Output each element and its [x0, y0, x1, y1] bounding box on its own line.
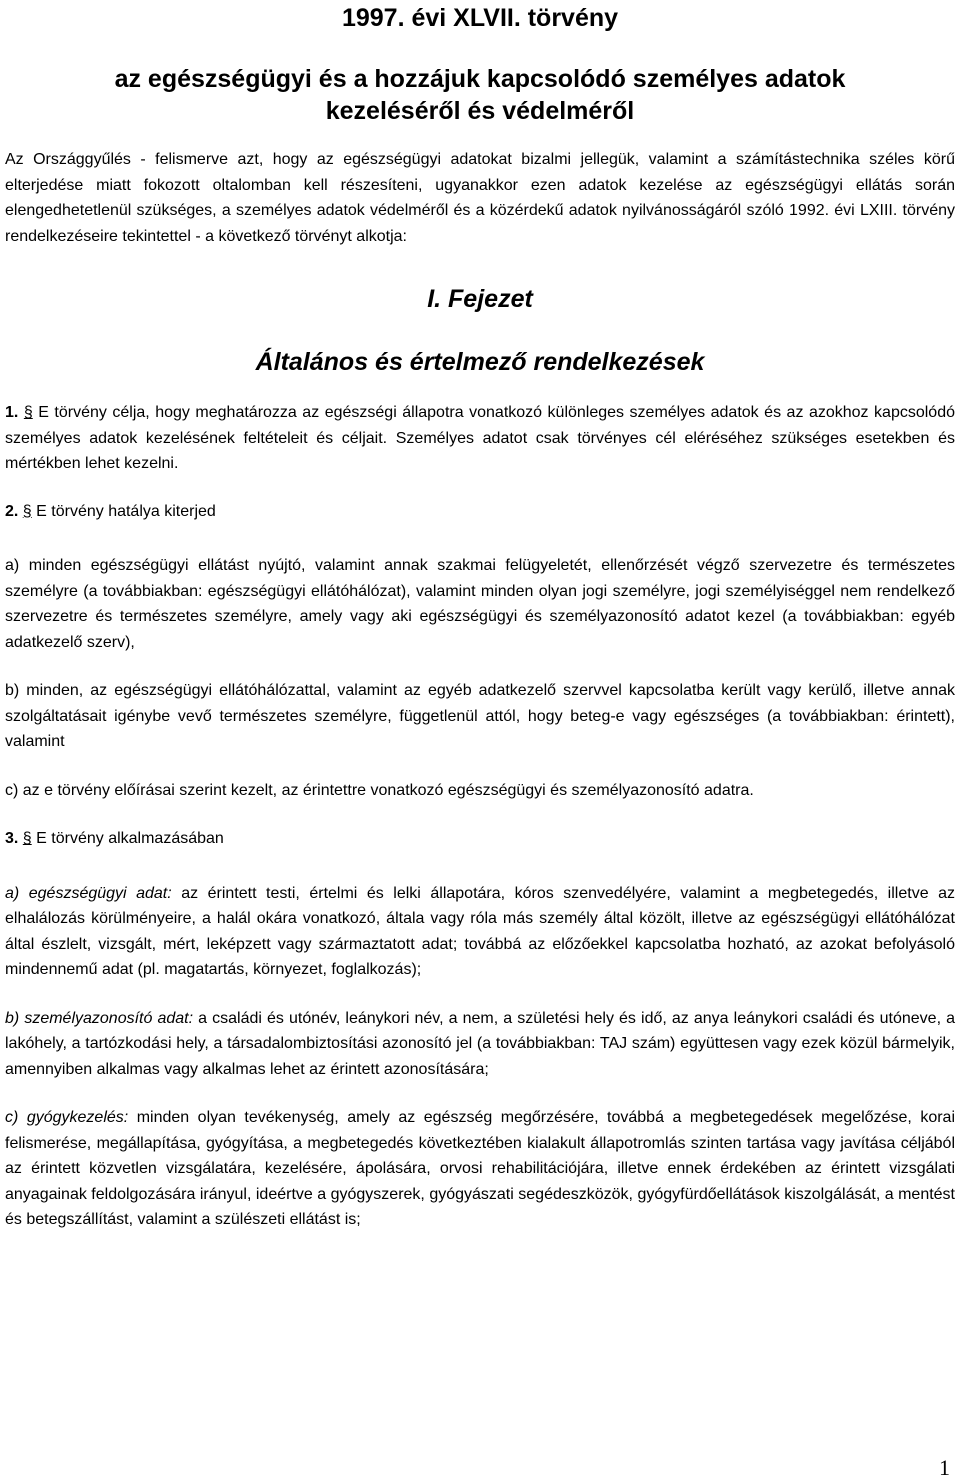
section-3-point-b [5, 1006, 955, 1083]
chapter-title: Általános és értelmező rendelkezések [255, 348, 705, 376]
preamble: Az Országgyűlés - felismerve azt, hogy az egészségügyi adatokat bizalmi jellegük, valamint a számítástechnika széles körű elterjedése miatt fokozott oltalomban kell részesíteni, ugyanakkor ezen adatok kezelése az egészségügyi ellátás során elengedhetetlenül szükséges, a személyes adatok védelméről és a közérdekű adatok nyilvánosságáról szóló 1992. évi LXIII. törvény rendelkezéseire tekintettel - a következő törvényt alkotja: [5, 151, 955, 245]
section-2-point-a-label: a) [5, 557, 20, 574]
law-subtitle-line-2: kezeléséről és védelméről [325, 97, 635, 125]
law-title: 1997. évi XLVII. törvény [341, 4, 619, 32]
section-2-point-c [5, 778, 955, 804]
section-3-point-c-term: gyógykezelés: [26, 1109, 129, 1126]
section-3-sign: § [22, 830, 32, 847]
section-3-point-a-term: egészségügyi adat: [28, 884, 172, 902]
section-3-point-c-text: minden olyan tevékenység, amely az egészség megőrzésére, továbbá a megbetegedések megelőzése, korai felismerése, megállapítása, gyógyítása, a megbetegedés következtében kialakult állapotromlás szinten tartása vagy javítása céljából az érintett közvetlen vizsgálatára, kezelésére, ápolására, orvosi rehabilitációjára, illetve ennek érdekében az érintett vizsgálati anyagainak feldolgozására irányul, ideértve a gyógyszerek, gyógyászati segédeszközök, gyógyfürdőellátások kiszolgálását, a mentést és betegszállítást, valamint a szülészeti ellátást is; [5, 1109, 955, 1228]
section-3-point-b-term: személyazonosító adat: [24, 1009, 194, 1027]
section-2-point-b-label: b) [5, 682, 20, 699]
law-subtitle-line-1: az egészségügyi és a hozzájuk kapcsolódó személyes adatok [114, 65, 846, 93]
section-2 [5, 499, 955, 525]
section-3-point-b-text: a családi és utónév, leánykori név, a nem, a születési hely és idő, az anya leánykori családi és utóneve, a lakóhely, a tartózkodási hely, a társadalombiztosítási azonosító jel (a továbbiakban: TAJ szám) együttesen vagy ezek közül bármelyik, amennyiben alkalmas vagy alkalmas lehet az érintett azonosítására; [5, 1009, 956, 1078]
section-1 [5, 400, 955, 477]
section-2-point-c-label: c) [5, 781, 19, 799]
section-3-point-c [5, 1105, 955, 1233]
chapter-number: I. Fejezet [427, 285, 533, 313]
page-number: 1 [939, 1455, 950, 1480]
law-subtitle [5, 63, 955, 127]
section-2-point-b-text: minden, az egészségügyi ellátóhálózattal, valamint az egyéb adatkezelő szervvel kapcsolatba került vagy kerülő, illetve annak szolgáltatásait igénybe vevő természetes személyre, függetlenül attól, hogy beteg-e vagy egészséges (a továbbiakban: érintett), valamint [5, 682, 955, 750]
section-2-point-a-text: minden egészségügyi ellátást nyújtó, valamint annak szakmai felügyeletét, ellenőrzését végző szervezetre és természetes személyre (a továbbiakban: egészségügyi ellátóhálózat), valamint minden olyan jogi személyre, jogi személyiséggel nem rendelkező szervezetre és természetes személyre, amely vagy aki egészségügyi és személyazonosító adatot kezel (a továbbiakban: egyéb adatkezelő szerv), [5, 557, 955, 651]
section-2-point-c-text: az e törvény előírásai szerint kezelt, az érintettre vonatkozó egészségügyi és személyazonosító adatra. [22, 781, 754, 799]
section-3-point-a-text: az érintett testi, értelmi és lelki állapotára, kóros szenvedélyére, valamint a megbetegedés, illetve az elhalálozás körülményeire, a halál okára vonatkozó, általa vagy róla más személy által közölt, illetve az egészségügyi ellátóhálózat által észlelt, vizsgált, mért, leképzett vagy származtatott adat; továbbá az előzőekkel kapcsolatba hozható, az azokat befolyásoló mindennemű adat (pl. magatartás, környezet, foglalkozás); [5, 884, 956, 978]
section-3-point-c-label: c) [5, 1109, 19, 1126]
section-2-point-b [5, 678, 955, 755]
section-3-number: 3. [5, 830, 19, 847]
section-3-point-a-label: a) [5, 884, 20, 902]
section-3-intro: E törvény alkalmazásában [36, 830, 224, 847]
section-1-text: E törvény célja, hogy meghatározza az egészségi állapotra vonatkozó különleges személyes adatok és az azokhoz kapcsolódó személyes adatok kezelésének feltételeit és céljait. Személyes adatot csak törvényes cél eléréséhez szükséges esetekben és mértékben lehet kezelni. [5, 404, 955, 472]
section-3-point-a [5, 881, 955, 983]
section-1-number: 1. [5, 404, 19, 421]
section-3-point-b-label: b) [5, 1009, 20, 1027]
section-3 [5, 826, 955, 852]
section-2-number: 2. [5, 502, 19, 520]
section-2-point-a [5, 553, 955, 655]
section-2-intro: E törvény hatálya kiterjed [36, 502, 216, 520]
section-2-sign: § [22, 502, 32, 520]
section-1-sign: § [23, 404, 33, 421]
